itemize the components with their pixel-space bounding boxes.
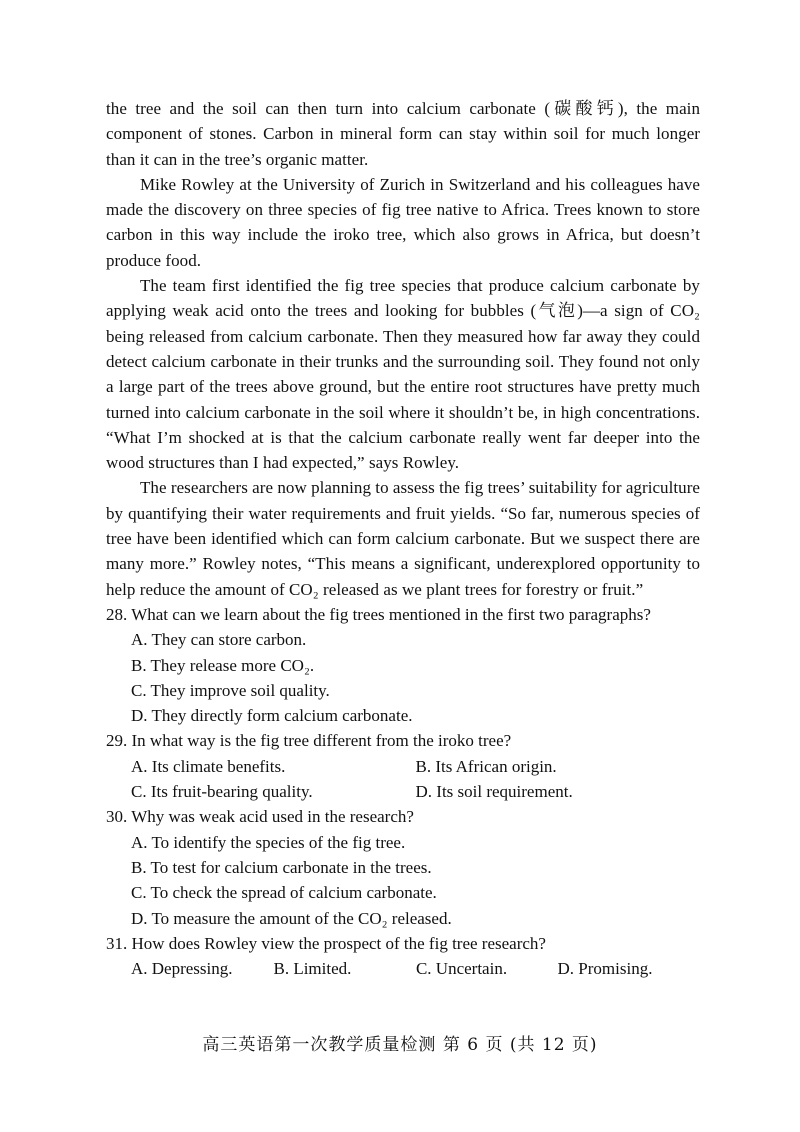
passage-paragraph-2: Mike Rowley at the University of Zurich in Switzerland and his colleagues have made the discovery on three species of fig tree native to Africa. Trees known to store carbon in this way include the iroko tree, which also grows in Africa, but doesn’t produce food. (106, 174, 700, 270)
question-28-option-b[interactable]: B. They release more CO₂. (131, 655, 315, 675)
question-30-options (106, 830, 700, 931)
question-29-row-1 (131, 754, 700, 779)
question-31-option-b[interactable]: B. Limited. (273, 959, 352, 979)
question-28-option-a[interactable]: A. They can store carbon. (131, 630, 307, 650)
question-29-stem: 29. In what way is the fig tree different from the iroko tree? (106, 731, 512, 751)
question-31-option-c[interactable]: C. Uncertain. (415, 959, 508, 979)
question-31-options (106, 956, 700, 981)
passage-paragraph-1: the tree and the soil can then turn into calcium carbonate (碳酸钙), the main component of stones. Carbon in mineral form can stay within soil for much longer than it can in the tree’s organic matter. (106, 99, 700, 169)
question-28-option-c[interactable]: C. They improve soil quality. (131, 680, 330, 700)
question-29-row-2 (131, 779, 700, 804)
question-31-option-a[interactable]: A. Depressing. (131, 959, 233, 979)
page-footer: 高三英语第一次教学质量检测 第 6 页 (共 12 页) (202, 1035, 598, 1055)
question-31-option-d[interactable]: D. Promising. (557, 959, 653, 979)
question-31-stem: 31. How does Rowley view the prospect of the fig tree research? (106, 933, 546, 953)
question-28-stem: 28. What can we learn about the fig trees mentioned in the first two paragraphs? (106, 604, 651, 624)
question-30-option-a[interactable]: A. To identify the species of the fig tree. (131, 832, 406, 852)
question-30-option-b[interactable]: B. To test for calcium carbonate in the trees. (131, 857, 432, 877)
document-page (106, 96, 700, 981)
question-31 (106, 931, 700, 982)
question-29-option-b[interactable]: B. Its African origin. (415, 756, 557, 776)
question-31-row (131, 956, 700, 981)
question-30-stem: 30. Why was weak acid used in the research? (106, 807, 414, 827)
question-28-option-d[interactable]: D. They directly form calcium carbonate. (131, 706, 413, 726)
question-29-options (106, 754, 700, 805)
question-30-option-c[interactable]: C. To check the spread of calcium carbonate. (131, 883, 437, 903)
passage-paragraph-4: The researchers are now planning to assess the fig trees’ suitability for agriculture by quantifying their water requirements and fruit yields. “So far, numerous species of tree have been identified which can form calcium carbonate. But we suspect there are many more.” Rowley notes, “This means a significant, underexplored opportunity to help reduce the amount of CO₂ released as we plant trees for forestry or fruit.” (106, 478, 701, 599)
question-29-option-c[interactable]: C. Its fruit-bearing quality. (131, 782, 313, 802)
question-28 (106, 602, 700, 728)
question-30-option-d[interactable]: D. To measure the amount of the CO₂ released. (131, 908, 452, 928)
question-29 (106, 728, 700, 804)
question-30 (106, 804, 700, 930)
passage-paragraph-3: The team first identified the fig tree species that produce calcium carbonate by applying weak acid onto the trees and looking for bubbles (气泡)—a sign of CO₂ being released from calcium carbonate. Then they measured how far away they could detect calcium carbonate in their trunks and the surrounding soil. They found not only a large part of the trees above ground, but the entire root structures have pretty much turned into calcium carbonate in the soil where it shouldn’t be, in high concentrations. “What I’m shocked at is that the calcium carbonate really went far deeper into the wood structures than I had expected,” says Rowley. (106, 276, 700, 473)
question-28-options (106, 627, 700, 728)
question-29-option-d[interactable]: D. Its soil requirement. (415, 782, 573, 802)
question-29-option-a[interactable]: A. Its climate benefits. (131, 756, 286, 776)
